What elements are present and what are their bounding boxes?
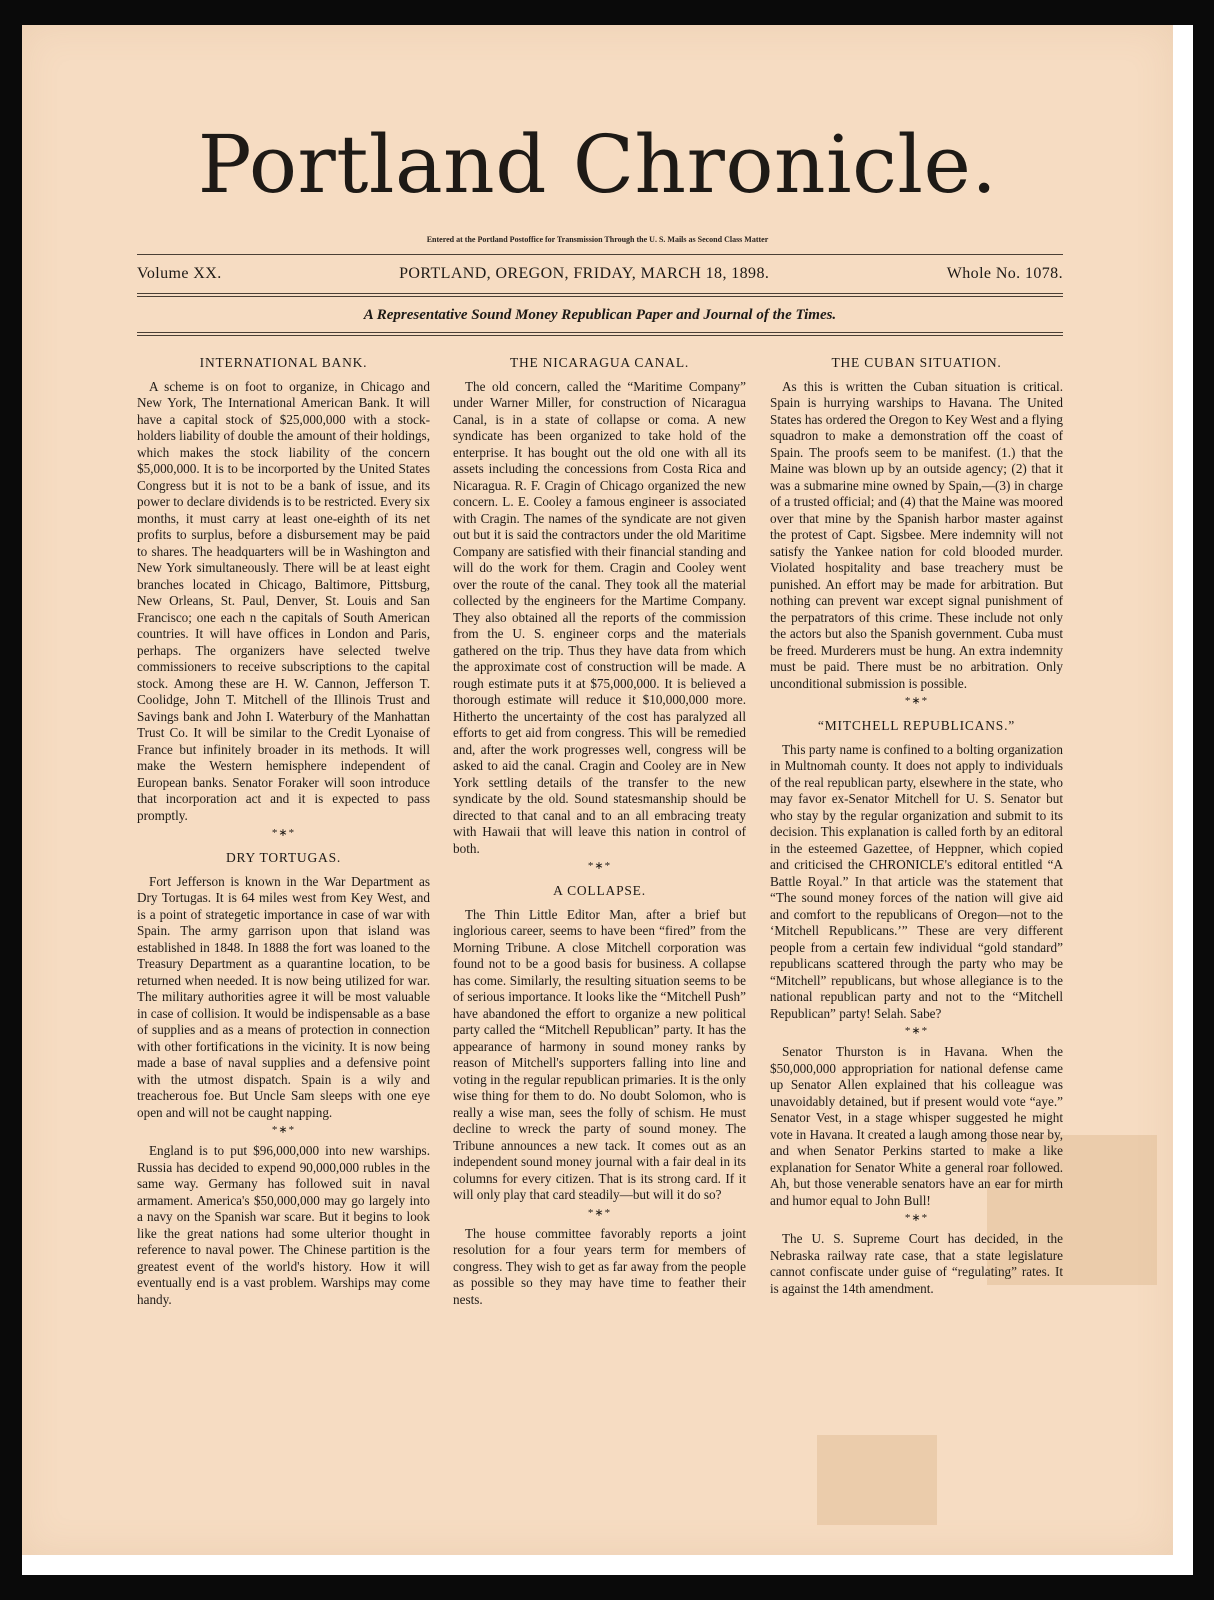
article-heading: “MITCHELL REPUBLICANS.” <box>817 718 1016 733</box>
article-text: The house committee favorably reports a joint resolution for a four years term for members of congress. They wish to get as far away from the people as possible so they may have time to feather their nests. <box>453 1225 746 1307</box>
article-text: A scheme is on foot to organize, in Chicago and New York, The International American Bank. It will have a capital stock of $25,000,000 with a stock-holders liability of double the amount of their holdings, which makes the stock liability of the concern $5,000,000. It is to be incorported by the United States Congress but it is not to be a bank of issue, and its power to declare dividends is to be restricted. Every six months, it must carry at least one-eighth of its net profits to surplus, before a disbursement may be paid to shares. The headquarters will be in Washington and New York simultaneously. There will be at least eight branches located in Chicago, Baltimore, Pittsburg, New Orleans, St. Paul, Denver, St. Louis and San Francisco; one each n the capitals of South American countries. It will have offices in London and Paris, perhaps. The organizers have selected twelve commissioners to receive subscriptions to the capital stock. Among these are H. W. Cannon, Jefferson T. Coolidge, John T. Mitchell of the Illinois Trust and Savings bank and John I. Waterbury of the Manhattan Trust Co. It will be similar to the Credit Lyonaise of France but infinitely broader in its methods. It will make the Western hemisphere independent of European banks. Senator Foraker will soon introduce that incorporation act and it is expected to pass promptly. <box>137 378 430 823</box>
column-3 <box>770 355 1063 1297</box>
whole-number: Whole No. 1078. <box>946 265 1063 282</box>
dateline <box>137 265 1063 283</box>
article-text: Senator Thurston is in Havana. When the $50,000,000 appropriation for national defense came up Senator Allen explained that his colleague was unavoidably detained, but if present would vote “aye.” Senator Vest, in a stage whisper suggested he might vote in Havana. It created a laugh among those near by, and when Senator Perkins started to make a like explanation for Senator White a general roar followed. Ah, but those venerable senators have an ear for mirth and humor equal to John Bull! <box>770 1044 1063 1208</box>
rule-bottom <box>137 332 1063 333</box>
separator-stars: *∗* <box>904 1212 929 1224</box>
newspaper-page <box>22 25 1173 1555</box>
article-heading: DRY TORTUGAS. <box>225 850 342 865</box>
column-2 <box>453 355 746 1308</box>
volume: Volume XX. <box>137 265 222 282</box>
article-text: Fort Jefferson is known in the War Department as Dry Tortugas. It is 64 miles west from Key West, and is a point of strategetic importance in case of war with Spain. The army garrison upon that island was established in 1848. In 1888 the fort was loaned to the Treasury Department as a quarantine location, to be returned when needed. It is now being utilized for war. The military authorities agree it will be most valuable in case of collision. It would be indispensable as a base of supplies and as a means of protection in connection with other fortifications in the vicinity. It is now being made a base of naval supplies and a defensive point with the utmost dispatch. Spain is a wily and treacherous foe. But Uncle Sam sleeps with one eye open and will not be caught napping. <box>137 873 430 1120</box>
article-text: The Thin Little Editor Man, after a brief but inglorious career, seems to have been “fired” from the Morning Tribune. A close Mitchell corporation was found not to be a good basis for business. A collapse has come. Similarly, the resulting situation seems to be of serious importance. It looks like the “Mitchell Push” have abandoned the effort to organize a new political party called the “Mitchell Republican” party. It has the appearance of harmony in sound money ranks by reason of Mitchell's supporters falling into line and voting in the regular republican primaries. It is the only wise thing for them to do. No doubt Solomon, who is really a wise man, sees the folly of schism. He must decline to wreck the party of sound money. The Tribune announces a new tack. It comes out as an independent sound money journal with a fair deal in its columns for every citizen. That is its strong card. If it will only play that card steadily—but will it do so? <box>453 906 746 1202</box>
rule-bottom-double <box>137 335 1063 336</box>
entered-note: Entered at the Portland Postoffice for Transmission Through the U. S. Mails as Second Class Matter <box>426 235 769 244</box>
article-heading: THE CUBAN SITUATION. <box>831 355 1002 370</box>
separator-stars: *∗* <box>904 695 929 707</box>
motto: A Representative Sound Money Republican Paper and Journal of the Times. <box>363 307 837 323</box>
article-heading: INTERNATIONAL BANK. <box>199 355 368 370</box>
article-text: The U. S. Supreme Court has decided, in the Nebraska railway rate case, that a state legislature cannot confiscate under guise of “regulating” rates. It is against the 14th amendment. <box>770 1231 1063 1296</box>
article-heading: A COLLAPSE. <box>553 883 646 898</box>
article-text: England is to put $96,000,000 into new warships. Russia has decided to expend 90,000,000 rubles in the same way. Germany has followed suit in naval armament. America's $50,000,000 may go largely into a navy on the Spanish war scare. But it begins to look like the great nations had some ulterior thought in reference to naval power. The Chinese partition is the greatest event of the world's history. How it will eventually end is a vast problem. Warships may come handy. <box>137 1143 430 1307</box>
page-border <box>22 25 1193 1575</box>
separator-stars: *∗* <box>271 827 296 839</box>
column-1 <box>137 355 430 1308</box>
article-text: This party name is confined to a bolting organization in Multnomah county. It does not apply to individuals of the real republican party, elsewhere in the state, who may favor ex-Senator Mitchell for U. S. Senator but who stay by the regular organization and submit to its decision. This explanation is called forth by an editoral in the esteemed Gazettee, of Heppner, which copied and criticised the CHRONICLE's editoral entitled “A Battle Royal.” In that article was the statement that “The sound money forces of the nation will give aid and comfort to the republicans of Oregon—not to the ‘Mitchell Republicans.’” These are very different people from a certain few individual “gold standard” republicans scattered through the party who may be “Mitchell” republicans, but whose allegiance is to the national republican party and not to the “Mitchell Republican” party! Selah. Sabe? <box>770 741 1063 1021</box>
rule-top <box>137 254 1063 255</box>
separator-stars: *∗* <box>587 860 612 872</box>
place-date: PORTLAND, OREGON, FRIDAY, MARCH 18, 1898. <box>399 265 770 282</box>
article-text: As this is written the Cuban situation is critical. Spain is hurrying warships to Havana. The United States has ordered the Oregon to Key West and a flying squadron to make a demonstration off the coast of Spain. The proofs seem to be manifest. (1.) that the Maine was blown up by an outside agency; (2) that it was a submarine mine owned by Spain,—(3) in charge of a trusted official; and (4) that the Maine was moored over that mine by the Spanish harbor master against the protest of Capt. Sigsbee. Mere indemnity will not satisfy the Yankee nation for cold blooded murder. Violated hospitality and base treachery must be punished. An effort may be made for arbitration. But nothing can prevent war except signal punishment of the perpatrators of this crime. These include not only the actors but also the Spanish government. Cuba must be freed. Murderers must be hung. An extra indemnity must be paid. There must be no arbitration. Only unconditional submission is possible. <box>770 378 1063 691</box>
separator-stars: *∗* <box>587 1206 612 1219</box>
masthead-title: Portland Chronicle. <box>197 118 998 211</box>
rule-middle-double <box>137 296 1063 297</box>
rule-middle <box>137 293 1063 294</box>
paper-stain <box>817 1435 937 1525</box>
separator-stars: *∗* <box>271 1124 296 1136</box>
article-text: The old concern, called the “Maritime Company” under Warner Miller, for construction of Nicaragua Canal, is in a state of collapse or coma. A new syndicate has been organized to take hold of the enterprise. It has bought out the old one with all its assets including the concessions from Costa Rica and Nicaragua. R. F. Cragin of Chicago organized the new concern. L. E. Cooley a famous engineer is associated with Cragin. The names of the syndicate are not given out but it is said the contractors under the old Maritime Company are satisfied with their financial standing and will do the work for them. Cragin and Cooley went over the route of the canal. They took all the material collected by the engineers for the Martime Company. They also obtained all the reports of the commission from the U. S. engineer corps and the materials gathered on the trip. Thus they have data from which the approximate cost of construction will be made. A rough estimate puts it at $75,000,000. It is believed a thorough estimate will reduce it $10,000,000 more. Hitherto the uncertainty of the cost has paralyzed all efforts to get aid from congress. This will be remedied and, after the work progresses well, congress will be asked to aid the canal. Cragin and Cooley are in New York settling details of the transfer to the new syndicate by the old. Sound statesmanship should be directed to that canal and to an all embracing treaty with Hawaii that will leave this nation in control of both. <box>453 378 746 856</box>
article-heading: THE NICARAGUA CANAL. <box>509 355 690 370</box>
separator-stars: *∗* <box>904 1025 929 1037</box>
